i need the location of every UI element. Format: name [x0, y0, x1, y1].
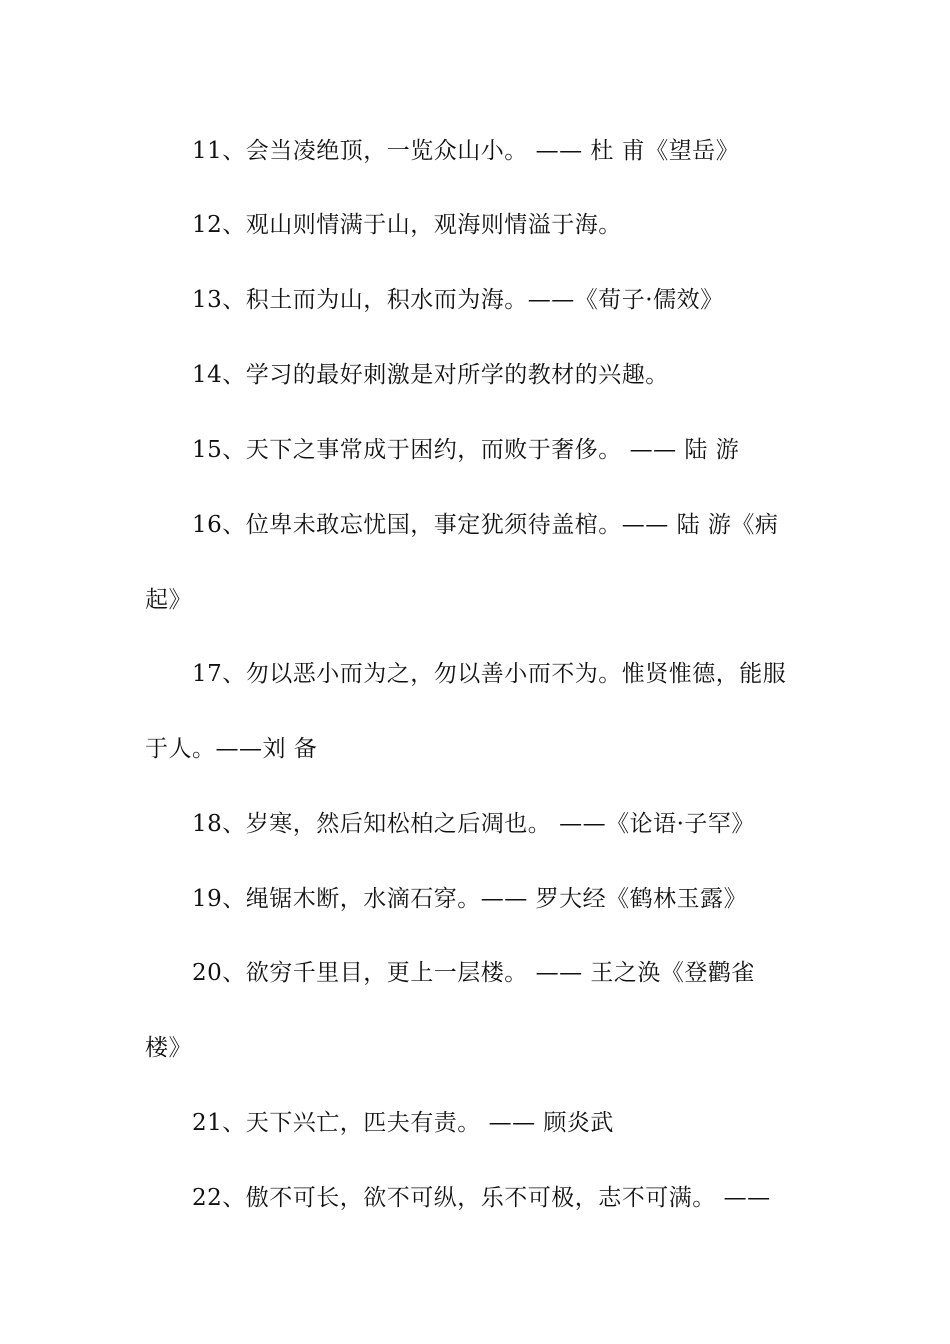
quote-17-continued: 于人。——刘 备 [145, 736, 318, 762]
quote-15: 15、天下之事常成于困约，而败于奢侈。 —— 陆 游 [192, 437, 740, 463]
quote-11: 11、会当凌绝顶，一览众山小。 —— 杜 甫《望岳》 [192, 138, 740, 164]
quote-17: 17、勿以恶小而为之，勿以善小而不为。惟贤惟德，能服 [192, 661, 787, 687]
quote-12: 12、观山则情满于山，观海则情溢于海。 [192, 212, 622, 238]
quote-16: 16、位卑未敢忘忧国，事定犹须待盖棺。—— 陆 游《病 [192, 512, 779, 538]
quote-19: 19、绳锯木断，水滴石穿。—— 罗大经《鹤林玉露》 [192, 886, 748, 912]
quote-16-continued: 起》 [145, 587, 192, 613]
quote-22: 22、傲不可长，欲不可纵，乐不可极，志不可满。 —— [192, 1185, 771, 1211]
quote-14: 14、学习的最好刺激是对所学的教材的兴趣。 [192, 362, 669, 388]
quote-18: 18、岁寒，然后知松柏之后凋也。 ——《论语·子罕》 [192, 811, 755, 837]
quote-20: 20、欲穷千里目，更上一层楼。 —— 王之涣《登鹳雀 [192, 960, 755, 986]
quote-21: 21、天下兴亡，匹夫有责。 —— 顾炎武 [192, 1110, 614, 1136]
quote-20-continued: 楼》 [145, 1035, 192, 1061]
quote-13: 13、积土而为山，积水而为海。——《荀子·儒效》 [192, 287, 724, 313]
